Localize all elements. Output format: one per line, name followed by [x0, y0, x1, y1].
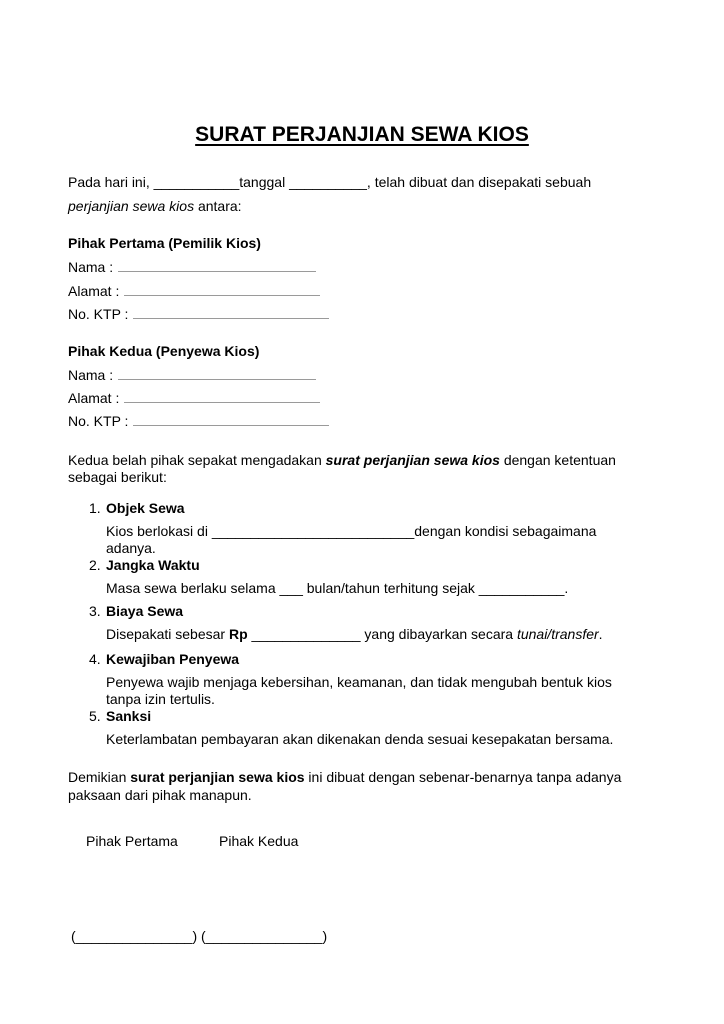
- agreement-line-2: sebagai berikut:: [68, 469, 167, 485]
- pihak-kedua-nama: [68, 366, 316, 384]
- term-heading-biaya-sewa: Biaya Sewa: [106, 603, 184, 619]
- term-4-line-1: Penyewa wajib menjaga kebersihan, keamanan, dan tidak mengubah bentuk kios: [106, 674, 612, 690]
- term-number: 5.: [89, 708, 101, 724]
- closing-line-1: [68, 768, 621, 786]
- signature-pihak-pertama: Pihak Pertama: [86, 833, 178, 849]
- ktp-label: No. KTP :: [68, 413, 129, 429]
- term-heading-kewajiban-penyewa: Kewajiban Penyewa: [106, 651, 240, 667]
- opening-italic: perjanjian sewa kios: [68, 198, 195, 214]
- closing-line-2: paksaan dari pihak manapun.: [68, 787, 252, 803]
- agreement-text-end: dengan ketentuan: [499, 452, 616, 468]
- nama-label: Nama :: [68, 367, 114, 383]
- opening-rest: antara:: [194, 198, 242, 214]
- term-3-line-1: [106, 625, 603, 643]
- document-title: SURAT PERJANJIAN SEWA KIOS: [195, 123, 529, 146]
- pihak-pertama-nama: [68, 258, 316, 276]
- term-number: 2.: [89, 557, 101, 573]
- term-4-line-2: tanpa izin tertulis.: [106, 691, 215, 707]
- biaya-currency: Rp: [228, 626, 248, 642]
- alamat-label: Alamat :: [68, 283, 120, 299]
- ktp-field-line: [133, 413, 329, 426]
- nama-field-line: [118, 259, 316, 272]
- agreement-line-1: [68, 451, 616, 469]
- opening-line-1: Pada hari ini, ___________tanggal __________, telah dibuat dan disepakati sebuah: [68, 174, 592, 190]
- ktp-field-line: [133, 306, 329, 319]
- pihak-kedua-alamat: [68, 389, 320, 407]
- alamat-field-line: [124, 390, 320, 403]
- closing-text-end: ini dibuat dengan sebenar-benarnya tanpa adanya: [304, 769, 622, 785]
- pihak-pertama-alamat: [68, 282, 320, 300]
- pihak-kedua-heading: Pihak Kedua (Penyewa Kios): [68, 343, 260, 359]
- signature-blanks: (_______________) (_______________): [71, 928, 328, 944]
- signature-pihak-kedua: Pihak Kedua: [219, 833, 299, 849]
- term-number: 1.: [89, 500, 101, 516]
- biaya-text-mid: ______________ yang dibayarkan secara: [247, 626, 517, 642]
- term-2-line-1: Masa sewa berlaku selama ___ bulan/tahun terhitung sejak ___________.: [106, 580, 569, 596]
- biaya-text: Disepakati sebesar: [106, 626, 229, 642]
- nama-field-line: [118, 367, 316, 380]
- biaya-method: tunai/transfer: [516, 626, 599, 642]
- closing-text: Demikian: [68, 769, 131, 785]
- term-heading-jangka-waktu: Jangka Waktu: [106, 557, 200, 573]
- term-heading-objek-sewa: Objek Sewa: [106, 500, 185, 516]
- pihak-pertama-heading: Pihak Pertama (Pemilik Kios): [68, 235, 261, 251]
- term-1-line-1: Kios berlokasi di __________________________dengan kondisi sebagaimana: [106, 523, 597, 539]
- term-5-line-1: Keterlambatan pembayaran akan dikenakan denda sesuai kesepakatan bersama.: [106, 731, 614, 747]
- pihak-kedua-ktp: [68, 412, 329, 430]
- closing-emphasis: surat perjanjian sewa kios: [130, 769, 305, 785]
- pihak-pertama-ktp: [68, 305, 329, 323]
- opening-line-2: [68, 197, 242, 215]
- nama-label: Nama :: [68, 259, 114, 275]
- term-number: 3.: [89, 603, 101, 619]
- term-number: 4.: [89, 651, 101, 667]
- biaya-period: .: [598, 626, 603, 642]
- alamat-label: Alamat :: [68, 390, 120, 406]
- alamat-field-line: [124, 283, 320, 296]
- agreement-text: Kedua belah pihak sepakat mengadakan: [68, 452, 326, 468]
- term-heading-sanksi: Sanksi: [106, 708, 152, 724]
- term-1-line-2: adanya.: [106, 540, 156, 556]
- ktp-label: No. KTP :: [68, 306, 129, 322]
- agreement-emphasis: surat perjanjian sewa kios: [325, 452, 500, 468]
